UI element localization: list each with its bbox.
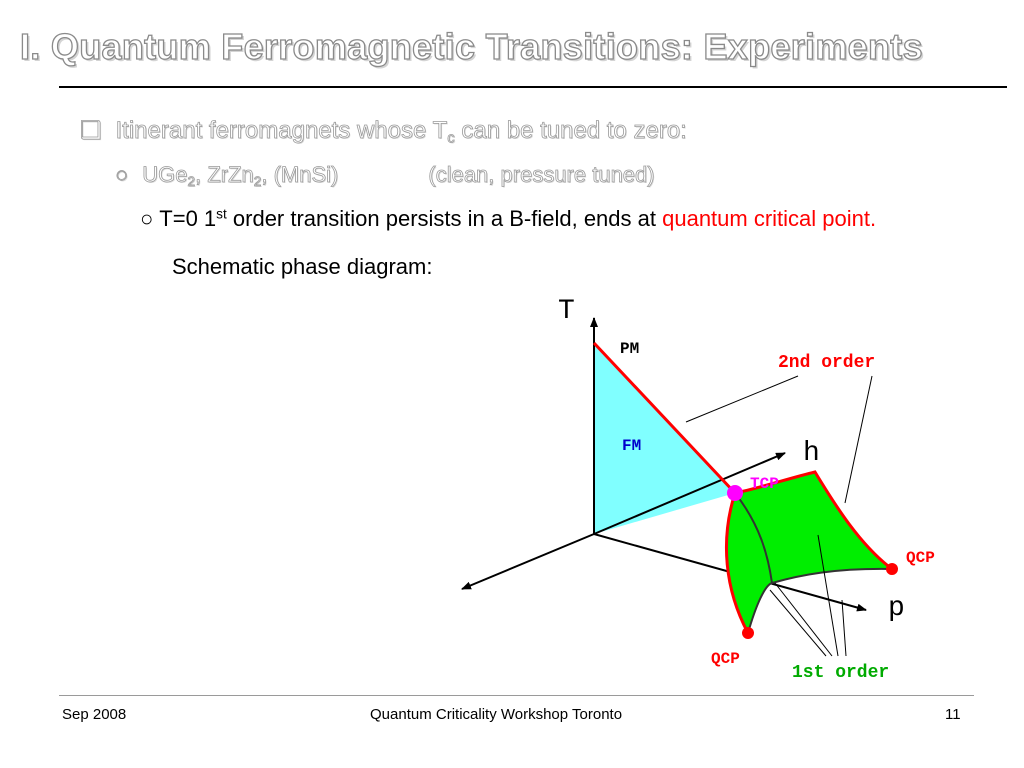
footer-page-number: 11 [945,706,961,723]
bullet-level2-sub-b: 2 [253,174,262,190]
bullet-circle-icon: ○ [140,206,154,231]
bullet-level2-text-b: , ZrZn [195,162,254,187]
bullet-circle-icon: ○ [115,162,129,187]
bullet-level1-text-b: can be tuned to zero: [454,117,687,144]
pointer-1st-order-d [842,600,846,656]
fm-region [594,343,735,534]
bullet-level2-text-c: , (MnSi) [261,162,339,187]
bullet-level2-sub-a: 2 [187,174,196,190]
bullet-level3-sup: st [216,206,227,222]
footer-divider [59,695,974,696]
tcp-point [727,485,743,501]
qcp-point-right [886,563,898,575]
qcp-label-bottom: QCP [711,650,740,668]
pointer-1st-order-a [775,583,832,656]
fm-label: FM [622,437,642,455]
pointer-2nd-order-a [686,376,798,422]
qcp-label-right: QCP [906,549,935,567]
bullet-square-icon: ❑ [80,117,102,144]
first-order-wing [726,472,892,633]
schematic-caption: Schematic phase diagram: [172,254,433,279]
bullet-level1-sub: c [447,130,455,147]
pointer-2nd-order-b [845,376,872,503]
footer-date: Sep 2008 [62,706,127,723]
t-axis-label: T [558,296,575,327]
footer-event: Quantum Criticality Workshop Toronto [370,706,623,723]
second-order-label: 2nd order [778,353,876,373]
pointer-1st-order-b [770,590,826,656]
first-order-label: 1st order [792,663,890,683]
bullet-level2-text-a: UGe [142,162,188,187]
h-axis-label: h [803,438,820,469]
quantum-critical-point-highlight: quantum critical point. [662,206,877,231]
slide-title: I. Quantum Ferromagnetic Transitions: Experiments [20,26,923,67]
bullet-level1-text-a: Itinerant ferromagnets whose T [115,117,448,144]
p-axis-label: p [888,593,905,624]
tcp-label: TCP [750,475,779,493]
bullet-level3-text-b: order transition persists in a B-field, ends at [226,206,663,231]
bullet-level3-text-a: T=0 1 [159,206,217,231]
qcp-point-bottom [742,627,754,639]
bullet-level2-paren: (clean, pressure tuned) [428,162,655,187]
pm-label: PM [620,340,640,358]
negative-h-axis [462,534,594,589]
